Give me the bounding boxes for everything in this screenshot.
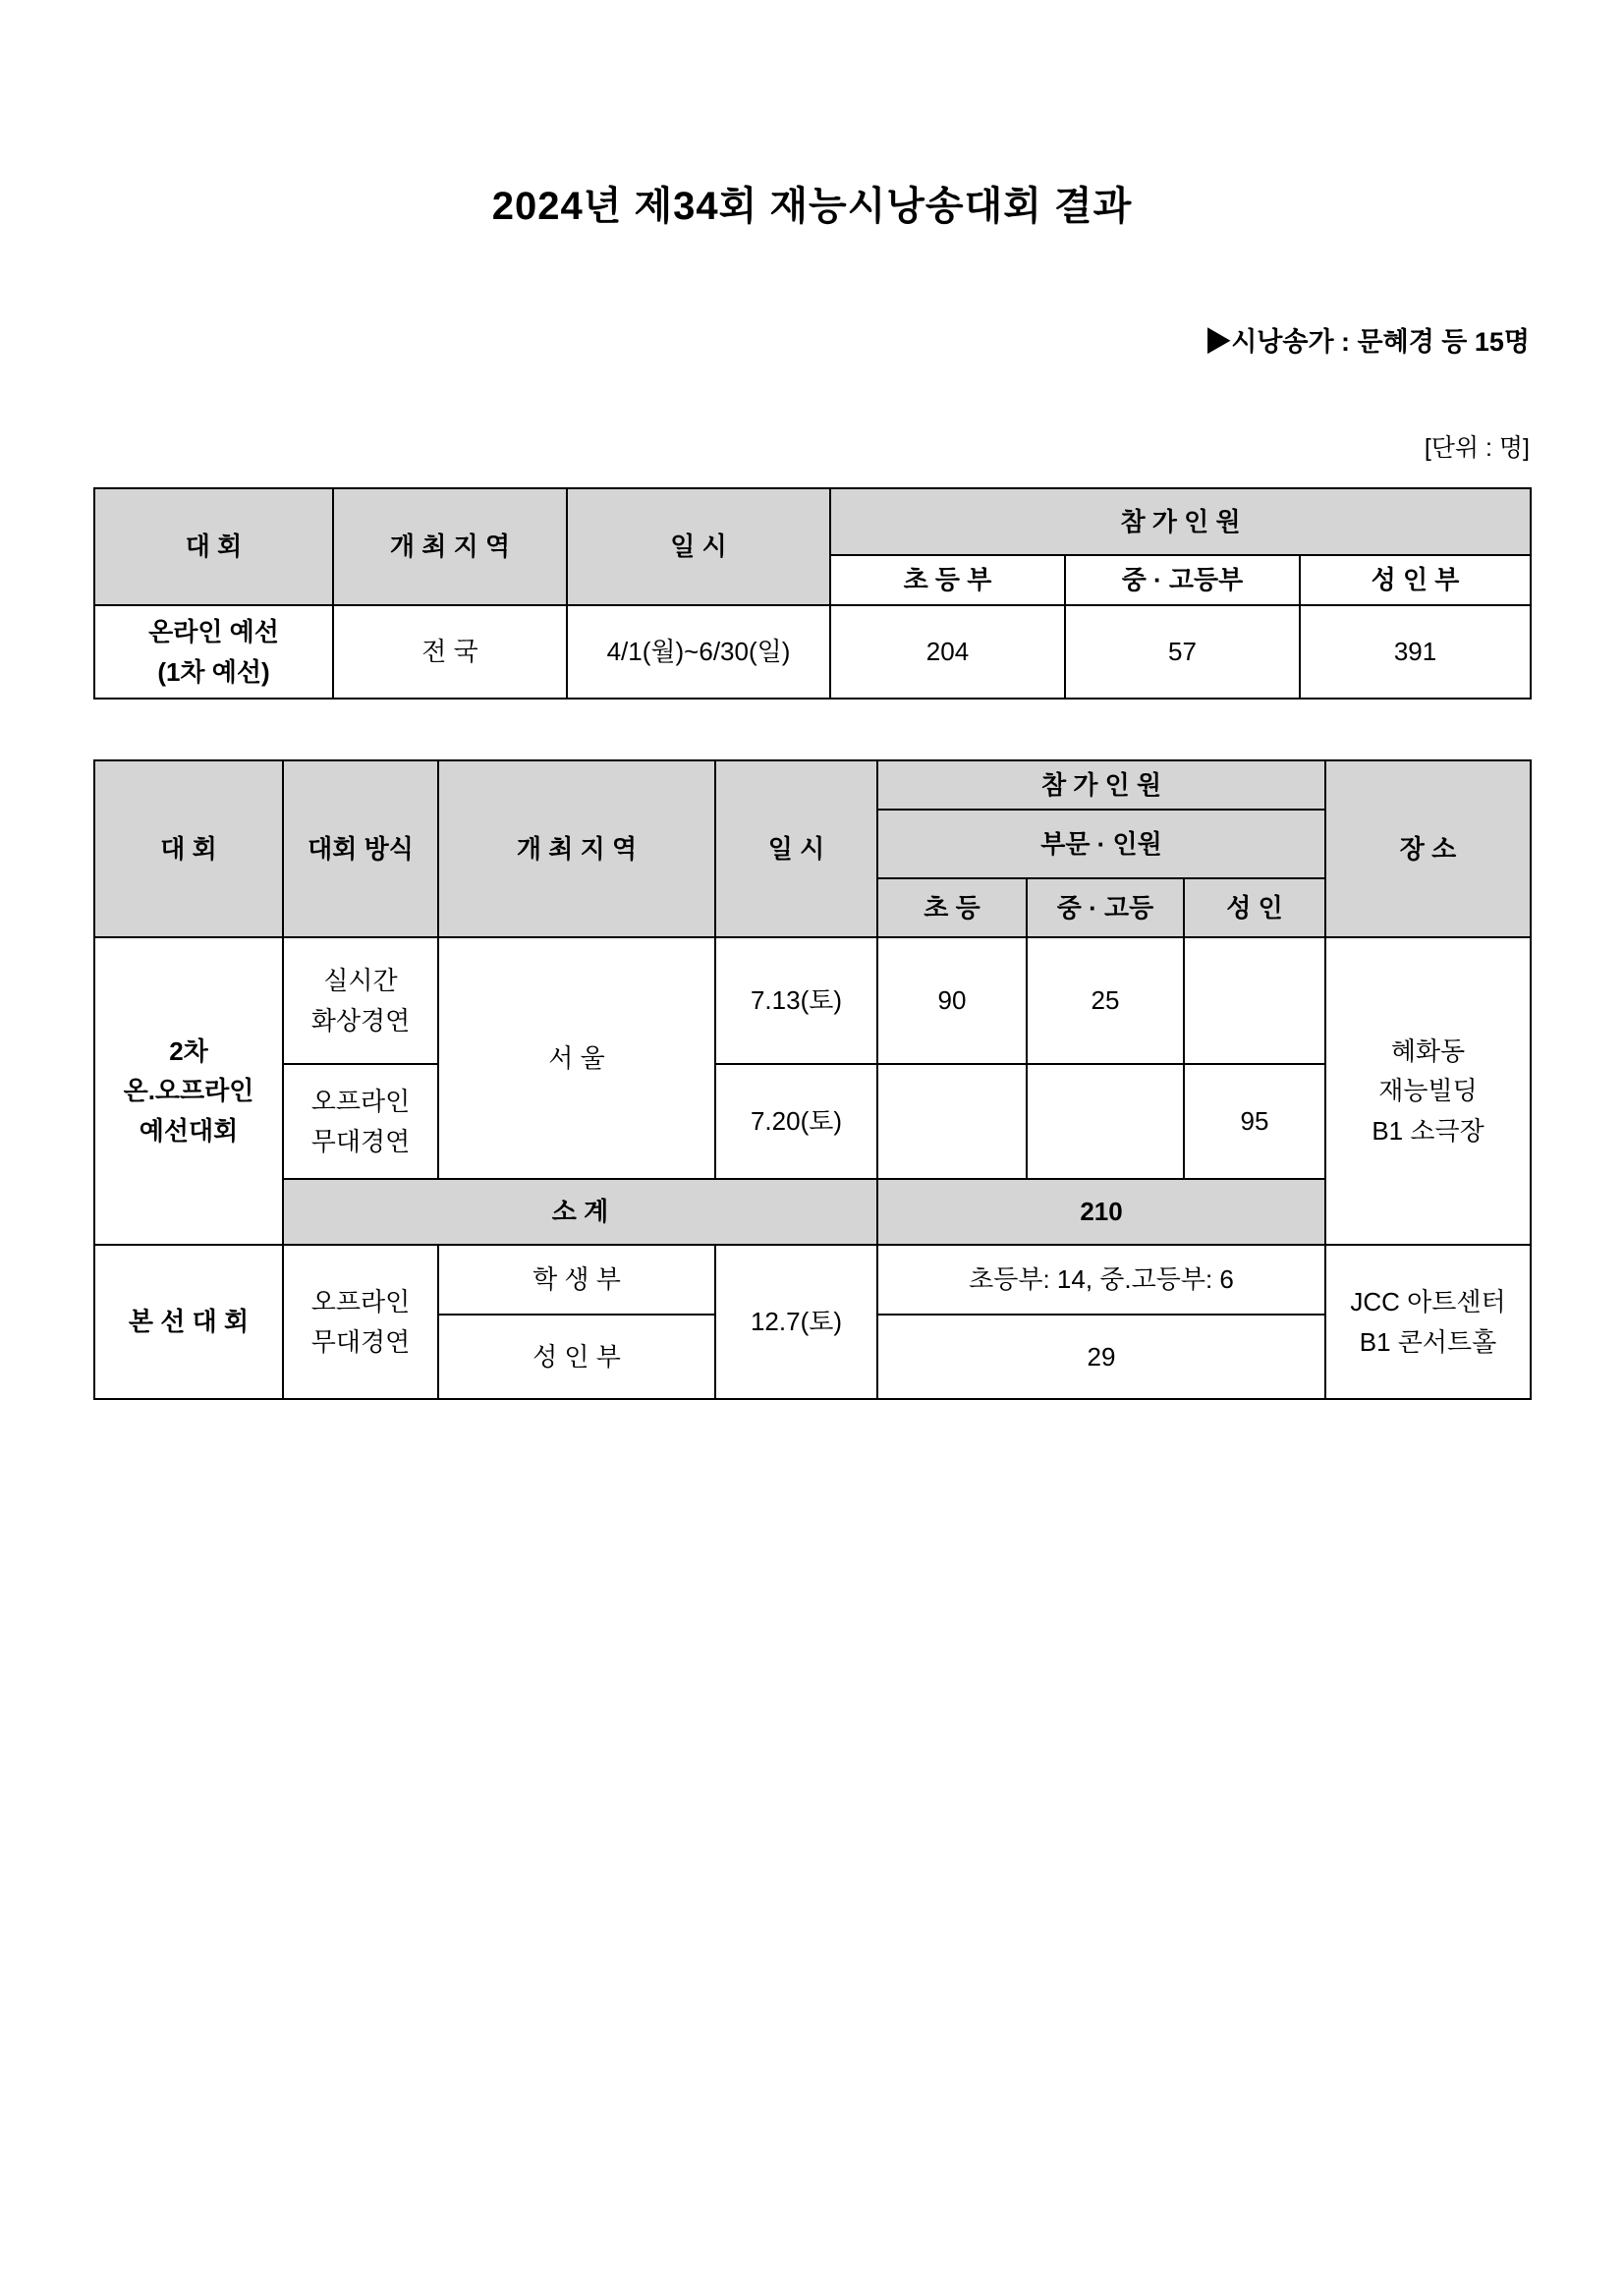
- t2-cell-final-name: 본 선 대 회: [94, 1245, 283, 1399]
- t2-cell-prelim-name: [94, 937, 283, 1245]
- t2-header-category: 부문 · 인원: [877, 810, 1325, 878]
- t2-header-contest: 대 회: [94, 760, 283, 937]
- t1-contest-name-line2: (1차 예선): [157, 656, 270, 687]
- t2-cell-subtotal-value: 210: [877, 1179, 1325, 1245]
- t2-cell-prelim-region: 서 울: [438, 937, 715, 1179]
- t2-cell-prelim-midhigh1: 25: [1027, 937, 1184, 1064]
- t2-cell-final-venue: [1325, 1245, 1531, 1399]
- t1-cell-contest-name: [94, 605, 333, 699]
- t1-cell-date: 4/1(월)~6/30(일): [567, 605, 830, 699]
- t2-header-venue: 장 소: [1325, 760, 1531, 937]
- t1-cell-adult-count: 391: [1300, 605, 1531, 699]
- t2-cell-final-count2: 29: [877, 1315, 1325, 1399]
- t2-header-midhigh: 중 · 고등: [1027, 878, 1184, 937]
- t2-header-participants: 참 가 인 원: [877, 760, 1325, 810]
- t2-cell-final-count1: 초등부: 14, 중.고등부: 6: [877, 1245, 1325, 1315]
- t2-cell-prelim-elementary1: 90: [877, 937, 1027, 1064]
- t1-header-adult: 성 인 부: [1300, 555, 1531, 605]
- t2-final-venue-line2: B1 콘서트홀: [1359, 1326, 1497, 1357]
- t2-prelim-method2-line1: 오프라인: [310, 1087, 411, 1117]
- page-title: 2024년 제34회 재능시낭송대회 결과: [491, 185, 1133, 228]
- t2-header-region: 개 최 지 역: [438, 760, 715, 937]
- second-round-final-table: [93, 759, 1532, 1400]
- t2-cell-final-division2: 성 인 부: [438, 1315, 715, 1399]
- t1-cell-midhigh-count: 57: [1065, 605, 1300, 699]
- t2-cell-subtotal-label: 소 계: [283, 1179, 877, 1245]
- t2-cell-prelim-date2: 7.20(토): [715, 1064, 877, 1179]
- t1-header-elementary: 초 등 부: [830, 555, 1065, 605]
- t2-prelim-venue-line3: B1 소극장: [1372, 1115, 1484, 1146]
- t2-prelim-venue-line1: 혜화동: [1390, 1036, 1466, 1067]
- t2-cell-final-method: [283, 1245, 438, 1399]
- t2-cell-prelim-venue: [1325, 937, 1531, 1245]
- t2-prelim-method2-line2: 무대경연: [310, 1126, 411, 1156]
- t1-header-midhigh: 중 · 고등부: [1065, 555, 1300, 605]
- t1-cell-region: 전 국: [333, 605, 567, 699]
- t2-header-method: 대회 방식: [283, 760, 438, 937]
- online-preliminary-table: [93, 487, 1532, 700]
- t1-header-datetime: 일 시: [567, 488, 830, 605]
- unit-note: [단위 : 명]: [1424, 434, 1530, 462]
- t2-cell-prelim-midhigh2: [1027, 1064, 1184, 1179]
- t2-final-method-line2: 무대경연: [310, 1326, 411, 1357]
- t2-cell-prelim-adult2: 95: [1184, 1064, 1325, 1179]
- t2-header-elementary: 초 등: [877, 878, 1027, 937]
- t2-prelim-name-line3: 예선대회: [139, 1115, 239, 1146]
- t2-header-datetime: 일 시: [715, 760, 877, 937]
- t2-cell-prelim-elementary2: [877, 1064, 1027, 1179]
- t1-header-contest: 대 회: [94, 488, 333, 605]
- t2-prelim-method1-line2: 화상경연: [310, 1005, 411, 1036]
- t2-prelim-name-line2: 온.오프라인: [123, 1076, 254, 1106]
- t2-header-adult: 성 인: [1184, 878, 1325, 937]
- t1-header-region: 개 최 지 역: [333, 488, 567, 605]
- t2-final-venue-line1: JCC 아트센터: [1350, 1287, 1506, 1317]
- t2-cell-prelim-method2: [283, 1064, 438, 1179]
- t1-cell-elementary-count: 204: [830, 605, 1065, 699]
- t2-cell-final-date: 12.7(토): [715, 1245, 877, 1399]
- t2-final-method-line1: 오프라인: [310, 1287, 411, 1317]
- subtitle-reciters: ▶시낭송가 : 문혜경 등 15명: [1204, 327, 1530, 357]
- t2-cell-prelim-method1: [283, 937, 438, 1064]
- t2-prelim-name-line1: 2차: [169, 1036, 208, 1067]
- t1-contest-name-line1: 온라인 예선: [148, 617, 279, 647]
- t2-cell-prelim-adult1: [1184, 937, 1325, 1064]
- t1-header-participants: 참 가 인 원: [830, 488, 1531, 555]
- t2-cell-prelim-date1: 7.13(토): [715, 937, 877, 1064]
- t2-prelim-method1-line1: 실시간: [323, 966, 398, 996]
- t2-cell-final-division1: 학 생 부: [438, 1245, 715, 1315]
- t2-prelim-venue-line2: 재능빌딩: [1378, 1076, 1478, 1106]
